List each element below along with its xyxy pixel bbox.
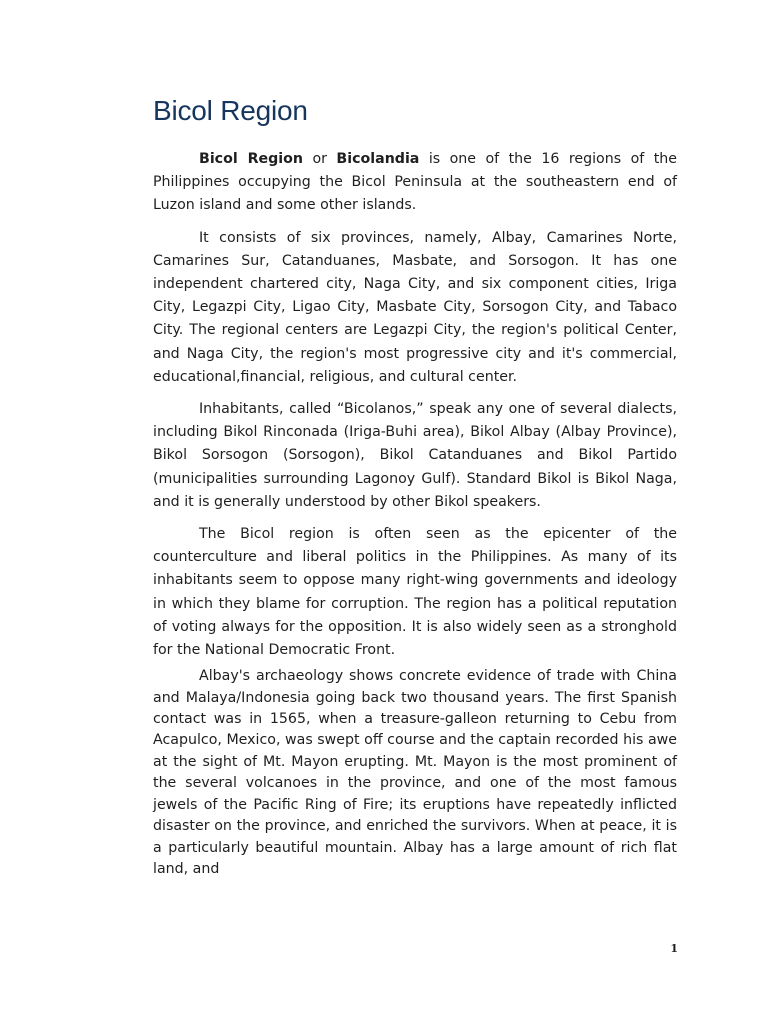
document-body	[153, 148, 677, 889]
paragraph-intro-connector: or	[303, 151, 337, 167]
bold-term-bicol-region: Bicol Region	[199, 151, 303, 167]
bold-term-bicolandia: Bicolandia	[336, 151, 420, 167]
page-number: 1	[670, 942, 678, 955]
paragraph-intro	[153, 148, 677, 218]
paragraph-archaeology: Albay's archaeology shows concrete evidence of trade with China and Malaya/Indonesia going back two thousand years. The first Spanish contact was in 1565, when a treasure-galleon returning to Cebu from Acapulco, Mexico, was swept off course and the captain recorded his awe at the sight of Mt. Mayon erupting. Mt. Mayon is the most prominent of the several volcanoes in the province, and one of the most famous jewels of the Pacific Ring of Fire; its eruptions have repeatedly inflicted disaster on the province, and enriched the survivors. When at peace, it is a particularly beautiful mountain. Albay has a large amount of rich flat land, and	[153, 668, 677, 877]
paragraph-provinces: It consists of six provinces, namely, Albay, Camarines Norte, Camarines Sur, Catanduanes, Masbate, and Sorsogon. It has one independent chartered city, Naga City, and six component cities, Iriga City, Legazpi City, Ligao City, Masbate City, Sorsogon City, and Tabaco City. The regional centers are Legazpi City, the region's political Center, and Naga City, the region's most progressive city and it's commercial, educational,financial, religious, and cultural center.	[153, 229, 677, 385]
paragraph-dialects: Inhabitants, called “Bicolanos,” speak any one of several dialects, including Bikol Rinconada (Iriga-Buhi area), Bikol Albay (Albay Province), Bikol Sorsogon (Sorsogon), Bikol Catanduanes and Bikol Partido (municipalities surrounding Lagonoy Gulf). Standard Bikol is Bikol Naga, and it is generally understood by other Bikol speakers.	[153, 401, 677, 510]
paragraph-politics: The Bicol region is often seen as the epicenter of the counterculture and liberal politics in the Philippines. As many of its inhabitants seem to oppose many right-wing governments and ideology in which they blame for corruption. The region has a political reputation of voting always for the opposition. It is also widely seen as a stronghold for the National Democratic Front.	[153, 526, 677, 659]
paragraph-intro-text: is one of the 16 regions of the Philippines occupying the Bicol Peninsula at the southeastern end of Luzon island and some other islands.	[153, 151, 677, 214]
page-title: Bicol Region	[153, 95, 308, 126]
